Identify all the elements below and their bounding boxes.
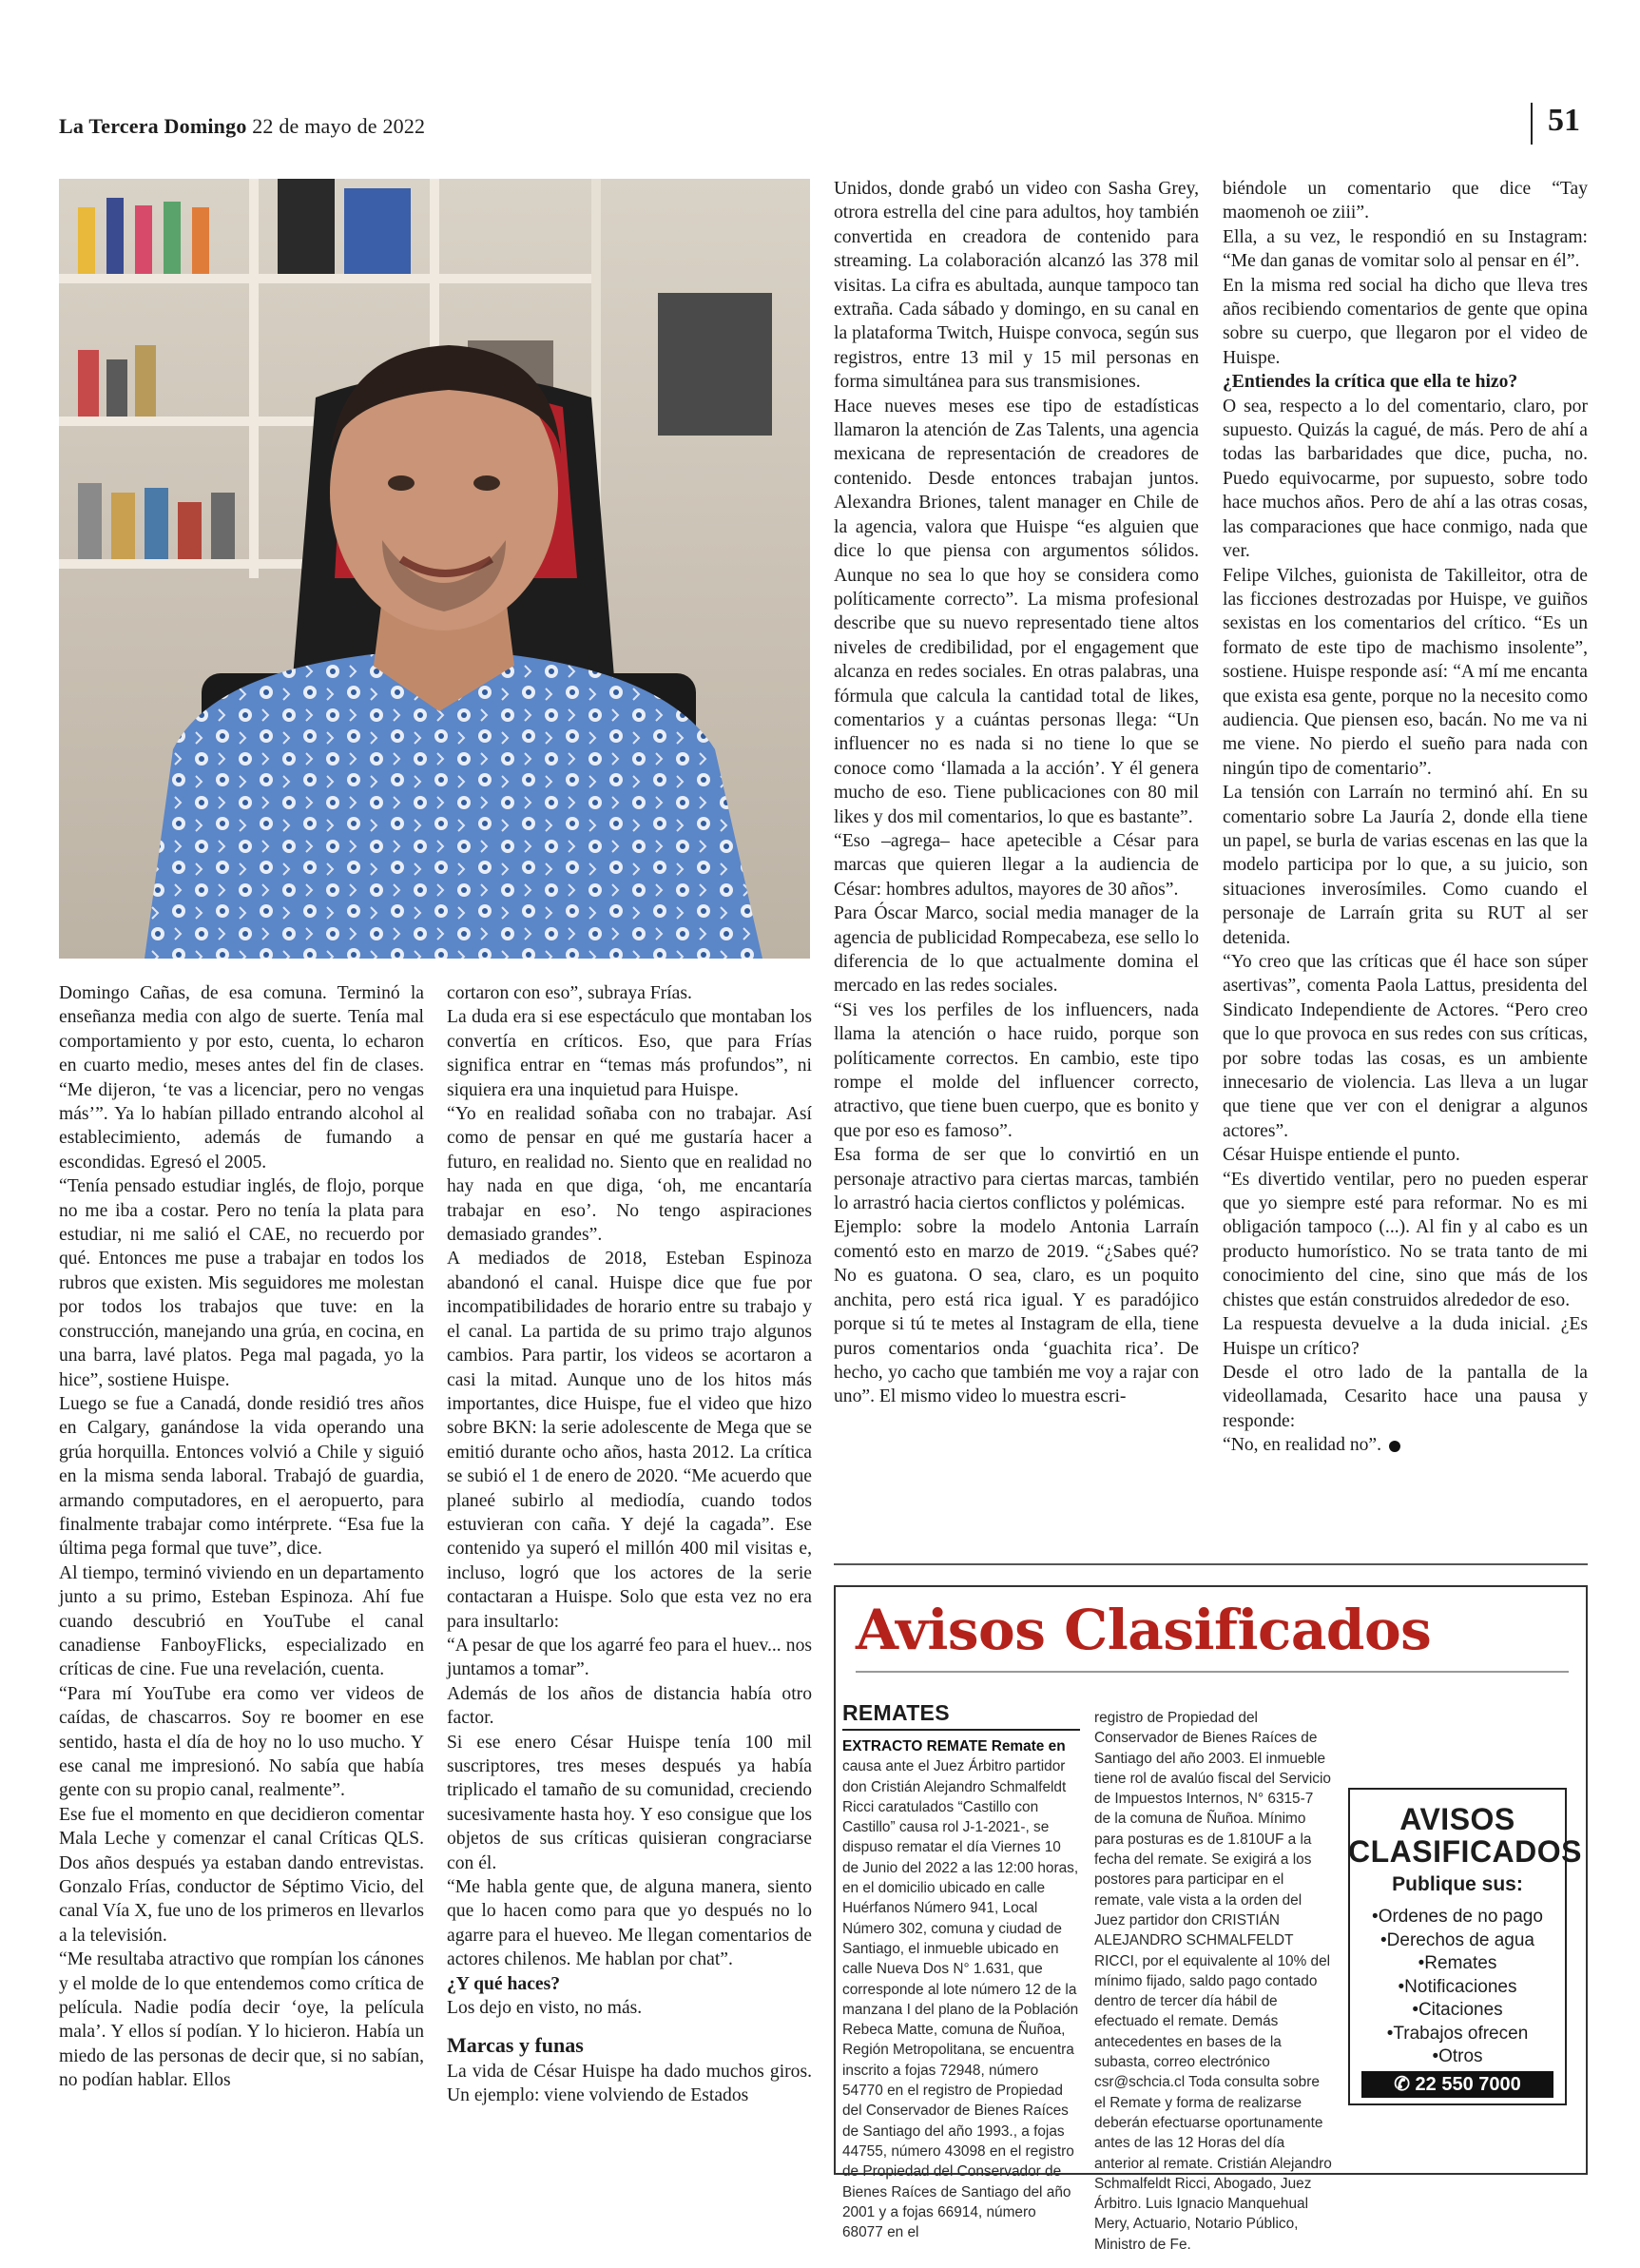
paragraph: A mediados de 2018, Esteban Espinoza abandonó el canal. Huispe dice que fue por incompatibilidades de horario entre su trabajo y el canal. La partida de su primo trajo algunos cambios. Para partir, los videos se acortaron a casi la mitad. Aunque uno de los hitos más importantes, dice Huispe, fue el video que hizo sobre BKN: la serie adolescente de Mega que se emitió durante ocho años, hasta 2012. La crítica se subió el 1 de enero de 2020. “Me acuerdo que planeé subirlo al mediodía, cuando todos estuvieran con caña. Y dejé la cagada”. Ese contenido ya superó el millón 400 mil visitas e, incluso, logró que los actores de la serie contactaran a Huispe. Solo que esta vez no era para insultarlo: xyxy=(447,1249,812,1632)
paragraph: La duda era si ese espectáculo que montaban los convertía en críticos. Eso, que para Frías significa entrar en “temas más profundos”, ni siquiera era una inquietud para Huispe. xyxy=(447,1007,812,1100)
remates-rule xyxy=(842,1729,1080,1731)
paragraph: Felipe Vilches, guionista de Takilleitor, otra de las ficciones destrozadas por Huispe, ve guiños sexistas en los comentarios del crítico. “Es un formato de este tipo de machismo insolente”, sostiene. Huispe responde así: “A mí me encanta que exista esa gente, porque no la necesito como audiencia. Que piensen eso, bacán. No me va ni me viene. No pierdo el sueño para nada con ningún tipo de comentario”. xyxy=(1223,565,1588,779)
ad-list-item: •Otros xyxy=(1432,2046,1483,2066)
paragraph: O sea, respecto a lo del comentario, claro, por supuesto. Quizás la cagué, de más. Pero de ahí a todas las barbaridades que dice, pucha, no. Puedo equivocarme, por supuesto, sobre todo hace muchos años. Pero de ahí a las otras cosas, las comparaciones que hace conmigo, nada que ver. xyxy=(1223,396,1588,562)
ad-list-item: •Notificaciones xyxy=(1398,1976,1517,1997)
paragraph: Además de los años de distancia había otro factor. xyxy=(447,1683,812,1729)
article-column-1 xyxy=(59,981,424,2093)
ad-list xyxy=(1348,1906,1567,2069)
paragraph: “Si ves los perfiles de los influencers, nada llama la atención o hace ruido, porque son políticamente correctos. En cambio, este tipo rompe el molde del influencer correcto, atractivo, que tiene buen cuerpo, que es bonito y que por eso es famoso”. xyxy=(834,999,1199,1141)
paragraph: Hace nueves meses ese tipo de estadísticas llamaron la atención de Zas Talents, una agencia mexicana de representación de creadores de contenido. Desde entonces trabajan juntos. Alexandra Briones, talent manager en Chile de la agencia, valora que Huispe “es alguien que dice lo que piensa con argumentos sólidos. Aunque no sea lo que hoy se considera como políticamente correcto”. La misma profesional describe que su nuevo representado tiene altos niveles de credibilidad, por el engagement que alcanza en redes sociales. En otras palabras, una fórmula que calcula la cantidad total de likes, comentarios y a cuántas personas llega: “Un influencer no es nada si no tiene lo que se conoce como ‘llamada a la acción’. Y él genera mucho de eso. Tiene publicaciones con 80 mil likes y dos mil comentarios, lo que es bastante”. xyxy=(834,396,1199,827)
remate-lead: EXTRACTO REMATE Remate en xyxy=(842,1738,1066,1754)
paragraph: “Yo en realidad soñaba con no trabajar. Así como de pensar en qué me gustaría hacer a futuro, en realidad no. Siento que en realidad no hay nada en que diga, ‘oh, me encantaría trabajar en eso’. No tengo aspiraciones demasiado grandes”. xyxy=(447,1104,812,1246)
remate-notice-col-1 xyxy=(842,1736,1080,2242)
page-header xyxy=(59,114,425,139)
paragraph: “Me resultaba atractivo que rompían los cánones y el molde de lo que entendemos como crítica de película. Nadie podía decir ‘oye, la película mala’. Y ellos sí podían. Y lo hicieron. Había un miedo de las personas de decir que, si no sabían, no podían hablar. Ellos xyxy=(59,1949,424,2091)
paragraph: César Huispe entiende el punto. xyxy=(1223,1145,1460,1166)
interview-question: ¿Entiendes la crítica que ella te hizo? xyxy=(1223,372,1518,393)
section-divider xyxy=(834,1563,1588,1565)
paragraph: En la misma red social ha dicho que lleva tres años recibiendo comentarios de gente que opina sobre su cuerpo, que llegaron por el video de Huispe. xyxy=(1223,275,1588,368)
ad-title-line: AVISOS xyxy=(1399,1802,1515,1836)
paragraph: Ejemplo: sobre la modelo Antonia Larraín comentó esto en marzo de 2019. “¿Sabes qué? No es guatona. O sea, claro, es un poquito anchita, pero está rica igual. Y es paradójico porque si tú te metes al Instagram de ella, tiene puros comentarios onda ‘guachita rica’. De hecho, yo cacho que también me voy a rajar con uno”. El mismo video lo muestra escri- xyxy=(834,1217,1199,1407)
article-column-3 xyxy=(834,177,1199,1409)
paragraph: cortaron con eso”, subraya Frías. xyxy=(447,983,692,1003)
paragraph: “Me habla gente que, de alguna manera, siento que lo hacen como para que yo después no lo agarre para el hueveo. Me llegan comentarios de actores chilenos. Me hablan por chat”. xyxy=(447,1877,812,1970)
interview-answer: Los dejo en visto, no más. xyxy=(447,1998,643,2019)
publication-date: 22 de mayo de 2022 xyxy=(252,114,426,138)
paragraph: “A pesar de que los agarré feo para el huev... nos juntamos a tomar”. xyxy=(447,1635,812,1680)
paragraph: Unidos, donde grabó un video con Sasha Grey, otrora estrella del cine para adultos, hoy también convertida en creadora de contenido para streaming. La colaboración alcanzó las 378 mil visitas. La cifra es abultada, aunque tampoco tan extraña. Cada sábado y domingo, en su canal en la plataforma Twitch, Huispe convoca, según sus registros, entre 13 mil y 15 mil personas en forma simultánea para sus transmisiones. xyxy=(834,179,1199,393)
paragraph: “Eso –agrega– hace apetecible a César para marcas que quieren llegar a la audiencia de César: hombres adultos, mayores de 30 años”. xyxy=(834,830,1199,900)
paragraph: “Es divertido ventilar, pero no pueden esperar que yo siempre esté para reformar. No es mi obligación tampoco (...). Al fin y al cabo es un producto humorístico. No se trata tanto de mi conocimiento del cine, sino que más de los chistes que están construidos alrededor de eso. xyxy=(1223,1169,1588,1310)
header-divider xyxy=(1531,103,1533,145)
ad-subtitle: Publique sus: xyxy=(1392,1873,1523,1895)
paragraph: Si ese enero César Huispe tenía 100 mil suscriptores, tres meses después ya había triplicado el tamaño de su comunidad, creciendo sucesivamente hasta hoy. Y eso consigue que los objetos de sus críticas quisieran congraciarse con él. xyxy=(447,1732,812,1873)
closing-paragraph xyxy=(1223,1433,1588,1457)
paragraph: “Yo creo que las críticas que él hace son súper asertivas”, comenta Paola Lattus, presidenta del Sindicato Independiente de Actores. “Pero creo que lo que provoca en sus redes con sus críticas, por sobre todas las cosas, es un ambiente innecesario de violencia. Las lleva a un lugar que tiene que ver con el denigrar a algunos actores”. xyxy=(1223,952,1588,1141)
paragraph: Esa forma de ser que lo convirtió en un personaje atractivo para ciertas marcas, también lo arrastró hacia ciertos conflictos y polémicas. xyxy=(834,1145,1199,1214)
paragraph: La tensión con Larraín no terminó ahí. En su comentario sobre La Jauría 2, donde ella tiene un papel, se burla de varias escenas en las que la modelo participa por lo que, a su juicio, son situaciones inverosímiles. Como cuando el personaje de Larraín grita su RUT al ser detenida. xyxy=(1223,783,1588,948)
paragraph: Ese fue el momento en que decidieron comentar Mala Leche y comenzar el canal Críticas QLS. Dos años después ya estaban dando entrevistas. Gonzalo Frías, conductor de Séptimo Vicio, del canal Vía X, fue uno de los primeros en llevarlos a la televisión. xyxy=(59,1804,424,1946)
ad-list-item: •Derechos de agua xyxy=(1380,1929,1534,1950)
paragraph: La vida de César Huispe ha dado muchos giros. Un ejemplo: viene volviendo de Estados xyxy=(447,2061,812,2106)
paragraph: La respuesta devuelve a la duda inicial. ¿Es Huispe un crítico? xyxy=(1223,1314,1588,1359)
paragraph: “Para mí YouTube era como ver videos de caídas, de chascarros. Soy re boomer en ese sentido, hasta el día de hoy no lo uso mucho. Y ese canal me impresionó. No sabía que había gente con su propio canal, realmente”. xyxy=(59,1683,424,1801)
remate-text: causa ante el Juez Árbitro partidor don Cristián Alejandro Schmalfeldt Ricci caratulados “Castillo con Castillo” causa rol J-1-2021-, se dispuso rematar el día Viernes 10 de Junio del 2022 a las 12:00 horas, en el domicilio ubicado en calle Huérfanos Número 941, Local Número 302, comuna y ciudad de Santiago, el inmueble ubicado en calle Nueva Dos N° 1.631, que corresponde al lote número 12 de la manzana I del plano de la Población Rebeca Matte, comuna de Ñuñoa, Región Metropolitana, se encuentra inscrito a fojas 72948, número 54770 en el registro de Propiedad del Conservador de Bienes Raíces de Santiago del año 1993., a fojas 44755, número 43098 en el registro de Propiedad del Conservador de Bienes Raíces de Santiago del año 2001 y a fojas 66914, número 68077 en el xyxy=(842,1758,1079,2241)
publication-name: La Tercera Domingo xyxy=(59,114,247,138)
phone-icon: ✆ xyxy=(1394,2074,1410,2095)
section-heading: Marcas y funas xyxy=(447,2033,584,2058)
interview-question: ¿Y qué haces? xyxy=(447,1973,561,1994)
paragraph: Luego se fue a Canadá, donde residió tres años en Calgary, ganándose la vida operando una grúa horquilla. Entonces volvió a Chile y siguió en la misma senda laboral. Trabajó de guardia, armando computadores, en el aeropuerto, para finalmente trabajar como intérprete. “Esa fue la última pega formal que tuve”, dice. xyxy=(59,1393,424,1560)
paragraph: Para Óscar Marco, social media manager de la agencia de publicidad Rompecabeza, ese sello lo diferencia de lo que actualmente domina el mercado en las redes sociales. xyxy=(834,903,1199,997)
portrait-photo xyxy=(59,179,810,959)
paragraph: “Tenía pensado estudiar inglés, de flojo, porque no me iba a costar. Pero no tenía la plata para estudiar, ni me salió el CAE, no recuerdo por qué. Entonces me puse a trabajar en todos los rubros que existen. Mis seguidores me molestan por todos los trabajos que tuve: en la construcción, manejando una grúa, en cocina, en una barra, lavé platos. Pega mal pagada, yo la hice”, sostiene Huispe. xyxy=(59,1176,424,1390)
ad-title xyxy=(1348,1802,1582,1869)
article-column-4 xyxy=(1223,177,1588,1458)
article-column-2 xyxy=(447,981,812,2108)
ad-list-item: •Citaciones xyxy=(1412,2000,1503,2020)
ad-title-line: CLASIFICADOS xyxy=(1348,1834,1582,1869)
paragraph: Domingo Cañas, de esa comuna. Terminó la enseñanza media con algo de suerte. Tenía mal comportamiento y por esto, cuenta, lo echaron en cuarto medio, meses antes del fin de clases. “Me dijeron, ‘te vas a licenciar, pero no vengas más’”. Ya lo habían pillado entrando alcohol al establecimiento, además de fumando a escondidas. Egresó el 2005. xyxy=(59,983,424,1173)
classifieds-title: Avisos Clasificados xyxy=(856,1598,1432,1662)
page-number: 51 xyxy=(1548,103,1580,138)
classifieds-title-rule xyxy=(856,1671,1569,1673)
paragraph: Ella, a su vez, le respondió en su Instagram: “Me dan ganas de vomitar solo al pensar en él”. xyxy=(1223,226,1588,272)
end-mark-icon xyxy=(1389,1441,1400,1452)
paragraph: Desde el otro lado de la pantalla de la videollamada, Cesarito hace una pausa y responde: xyxy=(1223,1362,1588,1431)
remate-text: registro de Propiedad del Conservador de Bienes Raíces de Santiago del año 2003. El inmueble tiene rol de avalúo fiscal del Servicio de Impuestos Internos, N° 6315-7 de la comuna de Ñuñoa. Mínimo para posturas es de 1.810UF a la fecha del remate. Se exigirá a los postores para participar en el remate, vale vista a la orden del Juez partidor don CRISTIÁN ALEJANDRO SCHMALFELDT RICCI, por el equivalente al 10% del mínimo fijado, saldo pago contado dentro de tercer día hábil de efectuado el remate. Demás antecedentes en bases de la subasta, correo electrónico csr@schcia.cl Toda consulta sobre el Remate y forma de realizarse deberán efectuarse oportunamente antes de las 12 Horas del día anterior al remate. Cristián Alejandro Schmalfeldt Ricci, Abogado, Juez Árbitro. Luis Ignacio Manquehual Mery, Actuario, Notario Público, Ministro de Fe. xyxy=(1094,1710,1332,2253)
ad-phone-number: 22 550 7000 xyxy=(1415,2074,1521,2095)
ad-list-item: •Ordenes de no pago xyxy=(1372,1907,1543,1927)
closing-quote: “No, en realidad no”. xyxy=(1223,1435,1382,1456)
paragraph: Al tiempo, terminó viviendo en un departamento junto a su primo, Esteban Espinoza. Ahí fue cuando descubrió en YouTube el canal canadiense FanboyFlicks, especializado en críticas de cine. Fue una revelación, cuenta. xyxy=(59,1562,424,1680)
remates-heading: REMATES xyxy=(842,1700,950,1725)
paragraph: biéndole un comentario que dice “Tay maomenoh oe ziii”. xyxy=(1223,179,1588,223)
ad-list-item: •Trabajos ofrecen xyxy=(1386,2023,1529,2044)
remate-notice-col-2 xyxy=(1094,1708,1332,2255)
ad-phone-bar xyxy=(1361,2071,1553,2098)
ad-list-item: •Remates xyxy=(1418,1953,1497,1973)
